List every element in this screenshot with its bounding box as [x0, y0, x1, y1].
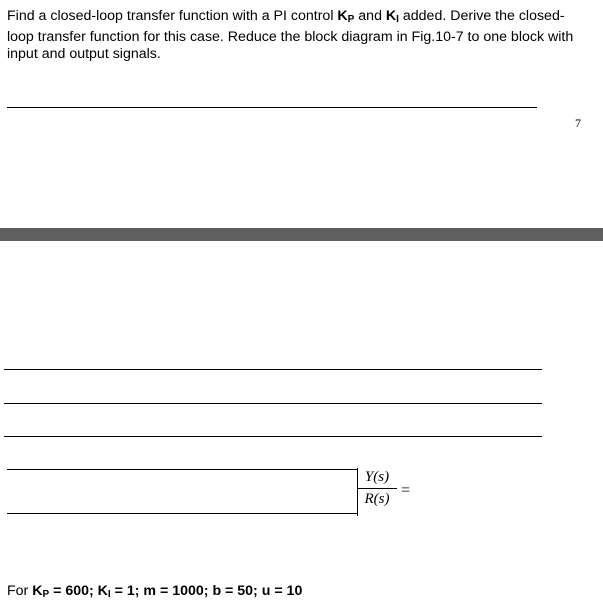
- question-part-1: Find a closed-loop transfer function with a PI control: [7, 8, 338, 24]
- equals-sign: =: [401, 482, 411, 499]
- answer-line-2: [4, 369, 542, 370]
- ki-symbol: $K_I$: [385, 8, 399, 25]
- answer-line-3: [4, 403, 542, 404]
- fraction-bar: [357, 488, 397, 489]
- answer-line-4: [4, 436, 542, 437]
- params-prefix: For: [7, 583, 33, 599]
- params-values: $K_P = 600$; $K_I = 1$; m = 1000; b = 50; u = 10: [32, 583, 303, 600]
- question-and: and: [354, 8, 386, 24]
- answer-line-6: [7, 513, 357, 514]
- question-text: [7, 8, 587, 64]
- kp-symbol: $K_P$: [337, 8, 355, 25]
- fraction-numerator: Y(s): [364, 469, 390, 485]
- section-divider: [0, 228, 603, 241]
- page-number: 7: [575, 116, 581, 130]
- answer-line-5: [7, 469, 357, 470]
- transfer-function-fraction: [357, 468, 397, 509]
- answer-line-1: [7, 107, 537, 108]
- fraction-denominator: R(s): [364, 491, 390, 507]
- question-part-2: added. Derive the closed-loop transfer function for this case. Reduce the block diagram in Fig.10-7 to one block with input and output signals.: [7, 8, 574, 62]
- fraction-divider-line: [357, 468, 358, 516]
- parameter-values: [7, 583, 302, 600]
